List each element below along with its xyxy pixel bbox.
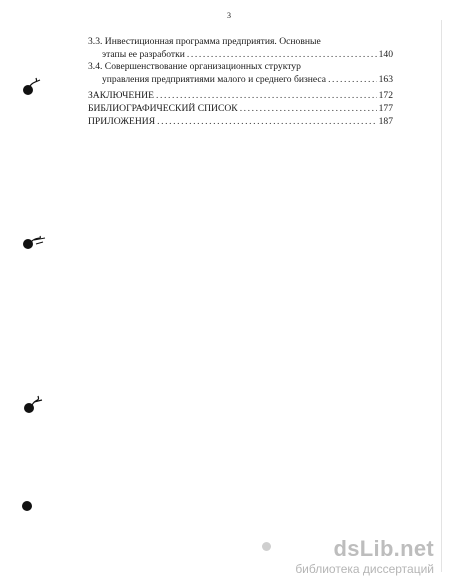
toc-page-number: 187 <box>378 115 393 127</box>
toc-entry-text: 3.3. Инвестиционная программа предприятия. Основные <box>88 36 321 47</box>
binder-hole-4 <box>22 501 32 511</box>
toc-entry-text: ЗАКЛЮЧЕНИЕ <box>88 90 154 102</box>
toc-line <box>88 103 393 116</box>
toc-line <box>88 90 393 103</box>
toc-entry-text: ПРИЛОЖЕНИЯ <box>88 115 156 127</box>
toc-leader-dots <box>240 103 377 115</box>
page-number: 3 <box>227 11 231 20</box>
toc-leader-dots <box>328 74 377 86</box>
watermark-logo: dsLib.net <box>333 536 434 561</box>
toc-entry-text: 3.4. Совершенствование организационных структур <box>88 61 301 73</box>
toc-entry-text: этапы ее разработки <box>102 48 185 60</box>
binder-hole-mark-2 <box>18 232 52 254</box>
toc-page-number: 163 <box>378 73 393 85</box>
watermark-logo-icon <box>262 542 271 551</box>
toc-entry-text: БИБЛИОГРАФИЧЕСКИЙ СПИСОК <box>88 102 238 114</box>
toc-page-number: 172 <box>378 90 393 102</box>
toc-line <box>88 74 393 87</box>
toc-line <box>88 61 393 74</box>
toc-line <box>88 116 393 129</box>
watermark-subtitle: библиотека диссертаций <box>295 562 434 576</box>
page-edge-line <box>441 20 442 572</box>
table-of-contents <box>88 36 393 128</box>
watermark <box>262 530 444 576</box>
toc-page-number: 140 <box>378 48 393 60</box>
toc-page-number: 177 <box>378 102 393 114</box>
binder-hole-mark-3 <box>20 392 50 418</box>
toc-leader-dots <box>156 90 377 102</box>
toc-leader-dots <box>187 49 377 61</box>
toc-line <box>88 49 393 62</box>
toc-line <box>88 36 393 49</box>
toc-leader-dots <box>157 116 377 128</box>
binder-hole-mark-1 <box>18 74 48 100</box>
toc-entry-text: управления предприятиями малого и среднего бизнеса <box>102 73 327 85</box>
